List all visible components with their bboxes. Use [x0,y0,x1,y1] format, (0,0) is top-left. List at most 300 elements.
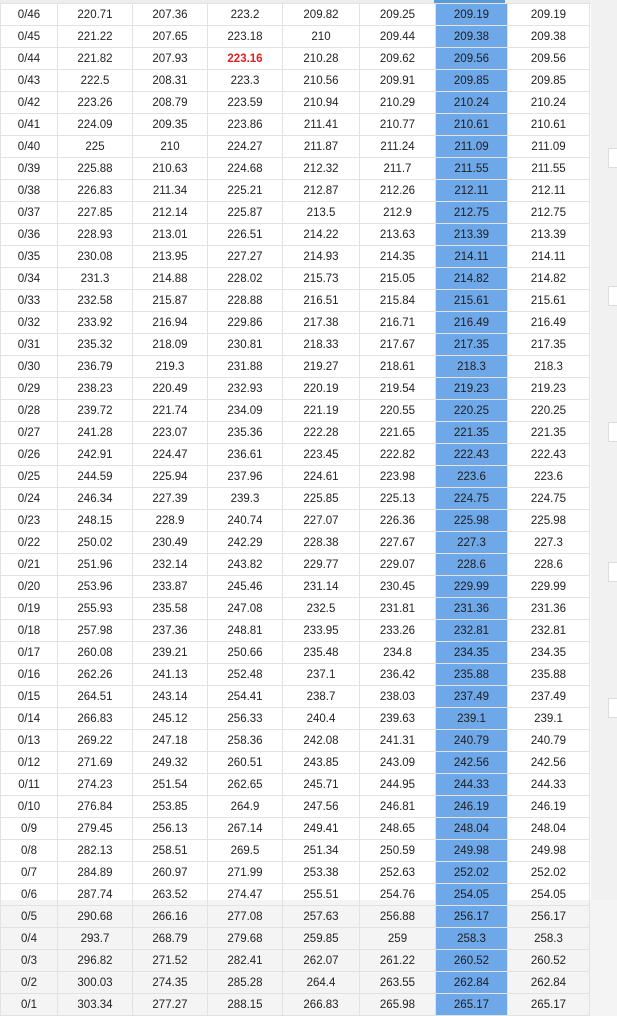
table-cell[interactable]: 258.3 [436,928,508,950]
table-cell[interactable]: 216.49 [436,312,508,334]
table-cell[interactable]: 210.94 [283,92,360,114]
table-cell[interactable]: 250.66 [208,642,283,664]
table-cell[interactable]: 223.16 [208,48,283,70]
table-cell[interactable]: 214.11 [508,246,590,268]
row-label-cell[interactable]: 0/30 [1,356,58,378]
table-cell[interactable]: 245.71 [283,774,360,796]
table-cell[interactable]: 216.71 [360,312,436,334]
table-cell[interactable]: 207.36 [133,4,208,26]
table-cell[interactable]: 227.27 [208,246,283,268]
table-cell[interactable]: 223.2 [208,4,283,26]
row-label-cell[interactable]: 0/35 [1,246,58,268]
table-cell[interactable]: 207.93 [133,48,208,70]
row-label-cell[interactable]: 0/14 [1,708,58,730]
table-cell[interactable]: 221.82 [58,48,133,70]
table-cell[interactable]: 237.49 [436,686,508,708]
table-cell[interactable]: 249.32 [133,752,208,774]
row-label-cell[interactable]: 0/22 [1,532,58,554]
table-cell[interactable]: 248.04 [508,818,590,840]
table-cell[interactable]: 239.72 [58,400,133,422]
table-cell[interactable]: 217.35 [436,334,508,356]
table-cell[interactable]: 210.24 [436,92,508,114]
row-label-cell[interactable]: 0/39 [1,158,58,180]
table-cell[interactable]: 236.42 [360,664,436,686]
table-cell[interactable]: 228.9 [133,510,208,532]
table-cell[interactable]: 210.77 [360,114,436,136]
table-cell[interactable]: 209.35 [133,114,208,136]
sidebar-tab[interactable] [608,286,617,306]
table-cell[interactable]: 230.08 [58,246,133,268]
table-cell[interactable]: 277.08 [208,906,283,928]
table-cell[interactable]: 223.86 [208,114,283,136]
row-label-cell[interactable]: 0/28 [1,400,58,422]
table-cell[interactable]: 221.74 [133,400,208,422]
table-cell[interactable]: 285.28 [208,972,283,994]
table-cell[interactable]: 225.88 [58,158,133,180]
table-cell[interactable]: 244.95 [360,774,436,796]
table-cell[interactable]: 224.27 [208,136,283,158]
table-cell[interactable]: 209.25 [360,4,436,26]
table-cell[interactable]: 223.6 [508,466,590,488]
table-cell[interactable]: 224.47 [133,444,208,466]
table-cell[interactable]: 214.82 [508,268,590,290]
table-cell[interactable]: 221.35 [508,422,590,444]
table-cell[interactable]: 233.92 [58,312,133,334]
table-cell[interactable]: 232.81 [508,620,590,642]
table-cell[interactable]: 220.25 [436,400,508,422]
table-cell[interactable]: 219.23 [508,378,590,400]
table-cell[interactable]: 245.46 [208,576,283,598]
table-cell[interactable]: 231.81 [360,598,436,620]
table-cell[interactable]: 255.93 [58,598,133,620]
table-cell[interactable]: 260.52 [508,950,590,972]
table-cell[interactable]: 248.65 [360,818,436,840]
table-cell[interactable]: 239.1 [508,708,590,730]
table-cell[interactable]: 218.09 [133,334,208,356]
table-cell[interactable]: 218.61 [360,356,436,378]
row-label-cell[interactable]: 0/7 [1,862,58,884]
row-label-cell[interactable]: 0/40 [1,136,58,158]
table-cell[interactable]: 215.05 [360,268,436,290]
row-label-cell[interactable]: 0/24 [1,488,58,510]
table-cell[interactable]: 263.52 [133,884,208,906]
table-cell[interactable]: 213.63 [360,224,436,246]
table-cell[interactable]: 212.26 [360,180,436,202]
table-cell[interactable]: 244.59 [58,466,133,488]
table-cell[interactable]: 235.48 [283,642,360,664]
table-cell[interactable]: 222.28 [283,422,360,444]
table-cell[interactable]: 248.81 [208,620,283,642]
table-cell[interactable]: 209.38 [436,26,508,48]
table-cell[interactable]: 217.67 [360,334,436,356]
table-cell[interactable]: 209.19 [436,4,508,26]
table-cell[interactable]: 209.82 [283,4,360,26]
table-cell[interactable]: 210 [133,136,208,158]
table-cell[interactable]: 210.56 [283,70,360,92]
table-cell[interactable]: 264.51 [58,686,133,708]
row-label-cell[interactable]: 0/5 [1,906,58,928]
table-cell[interactable]: 225.98 [436,510,508,532]
table-cell[interactable]: 225.98 [508,510,590,532]
table-cell[interactable]: 264.9 [208,796,283,818]
table-cell[interactable]: 216.94 [133,312,208,334]
table-cell[interactable]: 212.11 [436,180,508,202]
table-cell[interactable]: 225.94 [133,466,208,488]
row-label-cell[interactable]: 0/36 [1,224,58,246]
table-cell[interactable]: 303.34 [58,994,133,1016]
table-cell[interactable]: 231.36 [436,598,508,620]
table-cell[interactable]: 211.24 [360,136,436,158]
row-label-cell[interactable]: 0/44 [1,48,58,70]
table-cell[interactable]: 211.87 [283,136,360,158]
row-label-cell[interactable]: 0/6 [1,884,58,906]
table-cell[interactable]: 251.54 [133,774,208,796]
table-cell[interactable]: 246.19 [508,796,590,818]
table-cell[interactable]: 240.74 [208,510,283,532]
table-cell[interactable]: 215.61 [508,290,590,312]
table-cell[interactable]: 230.45 [360,576,436,598]
row-label-cell[interactable]: 0/16 [1,664,58,686]
table-cell[interactable]: 211.55 [508,158,590,180]
table-cell[interactable]: 213.39 [508,224,590,246]
table-cell[interactable]: 223.45 [283,444,360,466]
table-cell[interactable]: 234.35 [436,642,508,664]
table-cell[interactable]: 266.83 [58,708,133,730]
table-cell[interactable]: 242.08 [283,730,360,752]
table-cell[interactable]: 240.79 [508,730,590,752]
table-cell[interactable]: 215.73 [283,268,360,290]
table-cell[interactable]: 227.07 [283,510,360,532]
row-label-cell[interactable]: 0/27 [1,422,58,444]
table-cell[interactable]: 222.43 [508,444,590,466]
sidebar-tab[interactable] [608,148,617,168]
row-label-cell[interactable]: 0/11 [1,774,58,796]
table-cell[interactable]: 233.26 [360,620,436,642]
table-cell[interactable]: 229.77 [283,554,360,576]
table-cell[interactable]: 223.59 [208,92,283,114]
table-cell[interactable]: 232.81 [436,620,508,642]
table-cell[interactable]: 236.79 [58,356,133,378]
table-cell[interactable]: 210.61 [508,114,590,136]
table-cell[interactable]: 247.18 [133,730,208,752]
table-cell[interactable]: 231.3 [58,268,133,290]
table-cell[interactable]: 242.56 [508,752,590,774]
table-cell[interactable]: 234.8 [360,642,436,664]
table-cell[interactable]: 271.69 [58,752,133,774]
table-cell[interactable]: 225 [58,136,133,158]
table-cell[interactable]: 235.32 [58,334,133,356]
row-label-cell[interactable]: 0/9 [1,818,58,840]
row-label-cell[interactable]: 0/4 [1,928,58,950]
row-label-cell[interactable]: 0/41 [1,114,58,136]
table-cell[interactable]: 259.85 [283,928,360,950]
table-cell[interactable]: 213.39 [436,224,508,246]
table-cell[interactable]: 209.44 [360,26,436,48]
table-cell[interactable]: 211.34 [133,180,208,202]
table-cell[interactable]: 290.68 [58,906,133,928]
row-label-cell[interactable]: 0/26 [1,444,58,466]
row-label-cell[interactable]: 0/20 [1,576,58,598]
row-label-cell[interactable]: 0/15 [1,686,58,708]
table-cell[interactable]: 228.93 [58,224,133,246]
table-cell[interactable]: 260.97 [133,862,208,884]
table-cell[interactable]: 262.65 [208,774,283,796]
row-label-cell[interactable]: 0/38 [1,180,58,202]
table-cell[interactable]: 209.56 [436,48,508,70]
table-cell[interactable]: 212.14 [133,202,208,224]
table-cell[interactable]: 230.81 [208,334,283,356]
table-cell[interactable]: 215.84 [360,290,436,312]
table-cell[interactable]: 212.11 [508,180,590,202]
table-cell[interactable]: 241.28 [58,422,133,444]
row-label-cell[interactable]: 0/2 [1,972,58,994]
table-cell[interactable]: 210.24 [508,92,590,114]
table-cell[interactable]: 243.09 [360,752,436,774]
table-cell[interactable]: 254.05 [436,884,508,906]
table-cell[interactable]: 251.96 [58,554,133,576]
table-cell[interactable]: 218.3 [436,356,508,378]
table-cell[interactable]: 220.71 [58,4,133,26]
table-cell[interactable]: 274.35 [133,972,208,994]
table-cell[interactable]: 228.6 [436,554,508,576]
table-cell[interactable]: 262.84 [436,972,508,994]
table-cell[interactable]: 225.87 [208,202,283,224]
table-cell[interactable]: 266.16 [133,906,208,928]
table-cell[interactable]: 209.62 [360,48,436,70]
table-cell[interactable]: 209.91 [360,70,436,92]
table-cell[interactable]: 244.33 [436,774,508,796]
table-cell[interactable]: 293.7 [58,928,133,950]
table-cell[interactable]: 260.51 [208,752,283,774]
table-cell[interactable]: 240.4 [283,708,360,730]
table-cell[interactable]: 243.14 [133,686,208,708]
table-cell[interactable]: 226.36 [360,510,436,532]
table-cell[interactable]: 246.81 [360,796,436,818]
row-label-cell[interactable]: 0/33 [1,290,58,312]
table-cell[interactable]: 262.07 [283,950,360,972]
table-cell[interactable]: 236.61 [208,444,283,466]
table-cell[interactable]: 223.07 [133,422,208,444]
table-cell[interactable]: 225.21 [208,180,283,202]
row-label-cell[interactable]: 0/21 [1,554,58,576]
table-cell[interactable]: 217.35 [508,334,590,356]
table-cell[interactable]: 220.19 [283,378,360,400]
table-cell[interactable]: 220.25 [508,400,590,422]
table-cell[interactable]: 276.84 [58,796,133,818]
table-cell[interactable]: 214.22 [283,224,360,246]
table-cell[interactable]: 242.56 [436,752,508,774]
table-cell[interactable]: 221.22 [58,26,133,48]
table-cell[interactable]: 260.52 [436,950,508,972]
table-cell[interactable]: 253.85 [133,796,208,818]
table-cell[interactable]: 249.98 [508,840,590,862]
table-cell[interactable]: 221.19 [283,400,360,422]
table-cell[interactable]: 247.08 [208,598,283,620]
table-cell[interactable]: 219.54 [360,378,436,400]
table-cell[interactable]: 266.83 [283,994,360,1016]
table-cell[interactable]: 222.43 [436,444,508,466]
table-cell[interactable]: 210.29 [360,92,436,114]
table-cell[interactable]: 210.28 [283,48,360,70]
table-cell[interactable]: 222.5 [58,70,133,92]
table-cell[interactable]: 250.02 [58,532,133,554]
table-cell[interactable]: 234.35 [508,642,590,664]
table-cell[interactable]: 223.3 [208,70,283,92]
row-label-cell[interactable]: 0/29 [1,378,58,400]
table-cell[interactable]: 265.98 [360,994,436,1016]
table-cell[interactable]: 242.91 [58,444,133,466]
table-cell[interactable]: 227.3 [436,532,508,554]
table-cell[interactable]: 218.3 [508,356,590,378]
table-cell[interactable]: 268.79 [133,928,208,950]
table-cell[interactable]: 226.83 [58,180,133,202]
table-cell[interactable]: 239.1 [436,708,508,730]
table-cell[interactable]: 218.33 [283,334,360,356]
table-cell[interactable]: 232.58 [58,290,133,312]
table-cell[interactable]: 239.21 [133,642,208,664]
table-cell[interactable]: 210.61 [436,114,508,136]
table-cell[interactable]: 233.87 [133,576,208,598]
table-cell[interactable]: 252.02 [436,862,508,884]
table-cell[interactable]: 238.7 [283,686,360,708]
table-cell[interactable]: 220.55 [360,400,436,422]
table-cell[interactable]: 287.74 [58,884,133,906]
table-cell[interactable]: 225.85 [283,488,360,510]
table-cell[interactable]: 258.3 [508,928,590,950]
table-cell[interactable]: 248.04 [436,818,508,840]
row-label-cell[interactable]: 0/1 [1,994,58,1016]
table-cell[interactable]: 233.95 [283,620,360,642]
table-cell[interactable]: 213.5 [283,202,360,224]
table-cell[interactable]: 210 [283,26,360,48]
table-cell[interactable]: 219.27 [283,356,360,378]
table-cell[interactable]: 221.35 [436,422,508,444]
table-cell[interactable]: 241.13 [133,664,208,686]
row-label-cell[interactable]: 0/42 [1,92,58,114]
table-cell[interactable]: 263.55 [360,972,436,994]
table-cell[interactable]: 251.34 [283,840,360,862]
table-cell[interactable]: 214.88 [133,268,208,290]
table-cell[interactable]: 242.29 [208,532,283,554]
table-cell[interactable]: 228.38 [283,532,360,554]
table-cell[interactable]: 249.41 [283,818,360,840]
table-cell[interactable]: 235.58 [133,598,208,620]
table-cell[interactable]: 209.85 [508,70,590,92]
table-cell[interactable]: 229.86 [208,312,283,334]
row-label-cell[interactable]: 0/25 [1,466,58,488]
row-label-cell[interactable]: 0/23 [1,510,58,532]
row-label-cell[interactable]: 0/10 [1,796,58,818]
row-label-cell[interactable]: 0/43 [1,70,58,92]
sidebar-tab[interactable] [608,422,617,442]
table-cell[interactable]: 240.79 [436,730,508,752]
row-label-cell[interactable]: 0/19 [1,598,58,620]
table-cell[interactable]: 221.65 [360,422,436,444]
table-cell[interactable]: 212.32 [283,158,360,180]
table-cell[interactable]: 231.36 [508,598,590,620]
table-cell[interactable]: 212.87 [283,180,360,202]
table-cell[interactable]: 231.14 [283,576,360,598]
table-cell[interactable]: 224.09 [58,114,133,136]
row-label-cell[interactable]: 0/18 [1,620,58,642]
table-cell[interactable]: 252.63 [360,862,436,884]
table-cell[interactable]: 209.85 [436,70,508,92]
table-cell[interactable]: 228.88 [208,290,283,312]
table-cell[interactable]: 235.88 [508,664,590,686]
table-cell[interactable]: 247.56 [283,796,360,818]
table-cell[interactable]: 226.51 [208,224,283,246]
table-cell[interactable]: 211.09 [508,136,590,158]
table-cell[interactable]: 227.67 [360,532,436,554]
table-cell[interactable]: 246.34 [58,488,133,510]
table-cell[interactable]: 271.99 [208,862,283,884]
table-cell[interactable]: 208.31 [133,70,208,92]
table-cell[interactable]: 213.95 [133,246,208,268]
table-cell[interactable]: 257.98 [58,620,133,642]
table-cell[interactable]: 219.3 [133,356,208,378]
table-cell[interactable]: 237.1 [283,664,360,686]
table-cell[interactable]: 256.17 [508,906,590,928]
table-cell[interactable]: 225.13 [360,488,436,510]
table-cell[interactable]: 259 [360,928,436,950]
table-cell[interactable]: 212.9 [360,202,436,224]
table-cell[interactable]: 238.23 [58,378,133,400]
row-label-cell[interactable]: 0/12 [1,752,58,774]
row-label-cell[interactable]: 0/34 [1,268,58,290]
table-cell[interactable]: 214.11 [436,246,508,268]
table-cell[interactable]: 220.49 [133,378,208,400]
table-cell[interactable]: 207.65 [133,26,208,48]
table-cell[interactable]: 223.18 [208,26,283,48]
table-cell[interactable]: 219.23 [436,378,508,400]
table-cell[interactable]: 300.03 [58,972,133,994]
table-cell[interactable]: 211.7 [360,158,436,180]
table-cell[interactable]: 215.61 [436,290,508,312]
table-cell[interactable]: 222.82 [360,444,436,466]
table-cell[interactable]: 282.41 [208,950,283,972]
table-cell[interactable]: 265.17 [508,994,590,1016]
table-cell[interactable]: 264.4 [283,972,360,994]
table-cell[interactable]: 239.63 [360,708,436,730]
table-cell[interactable]: 243.85 [283,752,360,774]
table-cell[interactable]: 211.09 [436,136,508,158]
table-cell[interactable]: 288.15 [208,994,283,1016]
table-cell[interactable]: 255.51 [283,884,360,906]
table-cell[interactable]: 257.63 [283,906,360,928]
table-cell[interactable]: 214.93 [283,246,360,268]
table-cell[interactable]: 232.93 [208,378,283,400]
table-cell[interactable]: 237.96 [208,466,283,488]
table-cell[interactable]: 262.26 [58,664,133,686]
sidebar-tab[interactable] [608,562,617,582]
table-cell[interactable]: 224.75 [436,488,508,510]
table-cell[interactable]: 282.13 [58,840,133,862]
table-cell[interactable]: 279.68 [208,928,283,950]
table-cell[interactable]: 253.96 [58,576,133,598]
table-cell[interactable]: 274.47 [208,884,283,906]
table-cell[interactable]: 216.51 [283,290,360,312]
row-label-cell[interactable]: 0/8 [1,840,58,862]
table-cell[interactable]: 238.03 [360,686,436,708]
table-cell[interactable]: 252.48 [208,664,283,686]
table-cell[interactable]: 215.87 [133,290,208,312]
table-cell[interactable]: 269.22 [58,730,133,752]
table-cell[interactable]: 277.27 [133,994,208,1016]
table-cell[interactable]: 243.82 [208,554,283,576]
table-cell[interactable]: 232.5 [283,598,360,620]
table-cell[interactable]: 223.6 [436,466,508,488]
table-cell[interactable]: 249.98 [436,840,508,862]
